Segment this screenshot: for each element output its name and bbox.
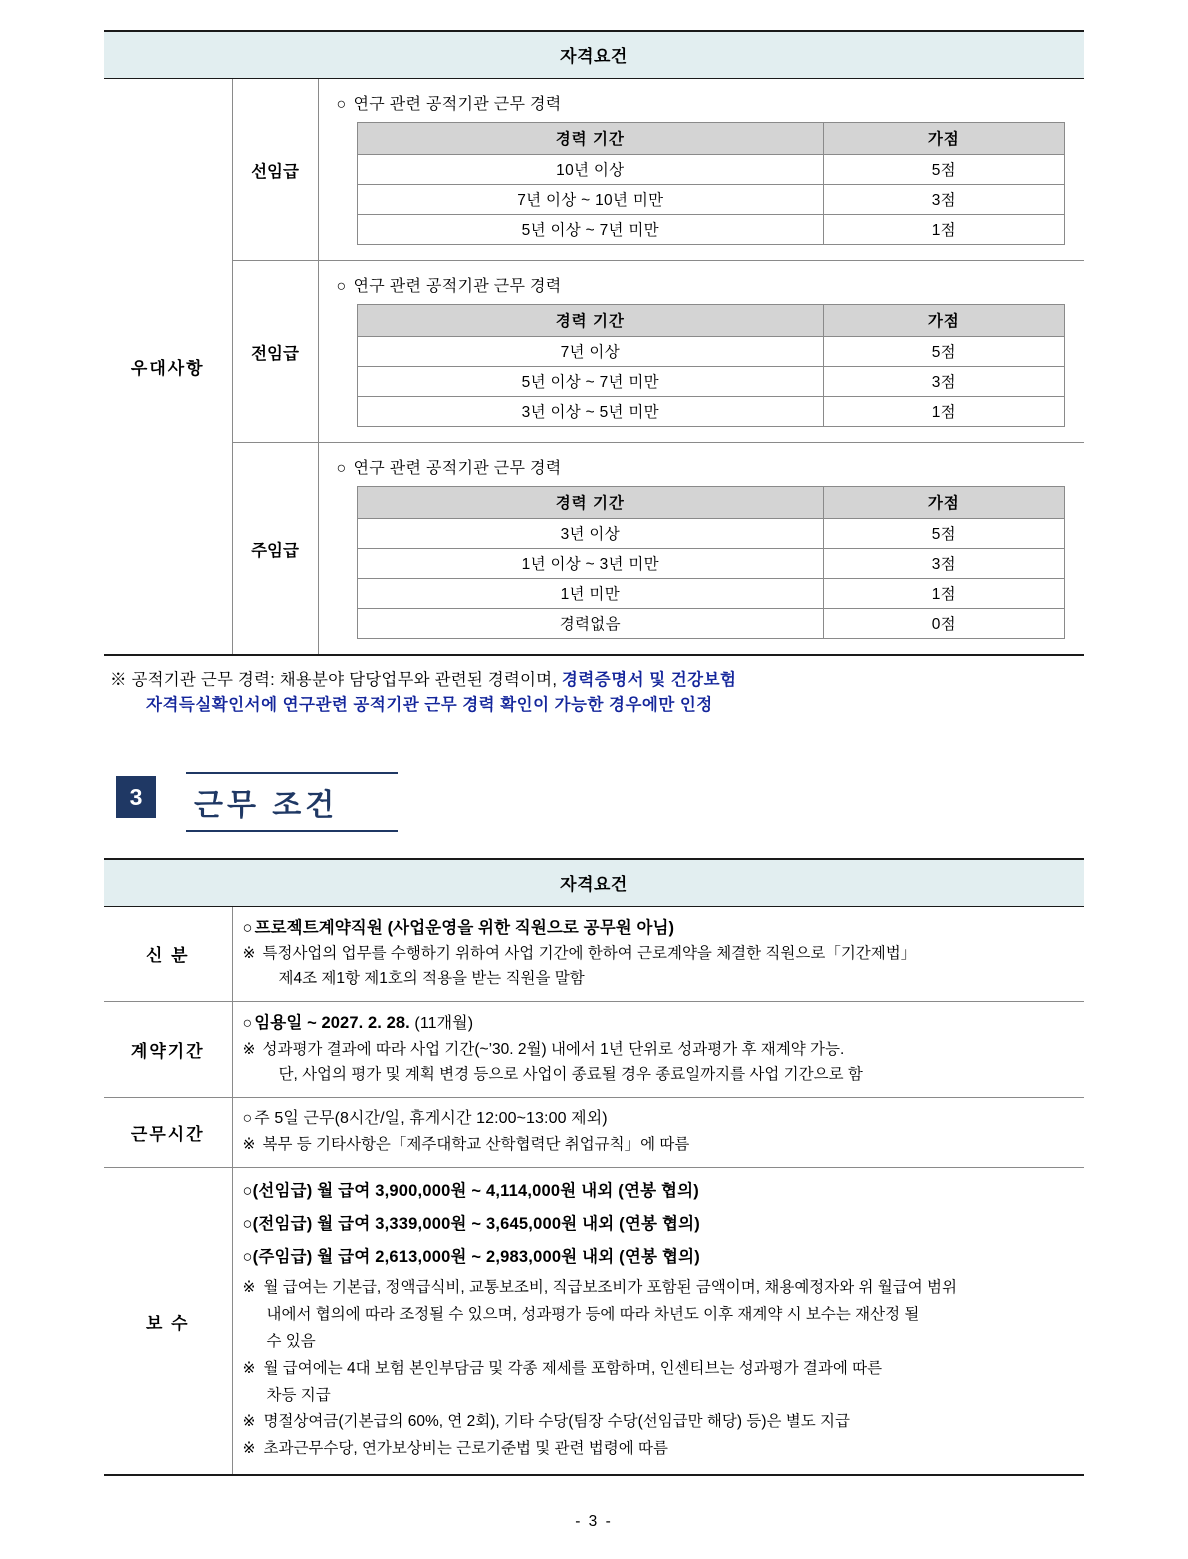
grade-cell-junior: 주임급 (232, 443, 318, 656)
conditions-table-header: 자격요건 (104, 859, 1084, 907)
col-header-points: 가점 (824, 487, 1064, 519)
category-cell: 우대사항 (104, 79, 232, 656)
section-number: 3 (116, 776, 156, 818)
note-mark-icon: ※ (242, 1041, 256, 1059)
note-mark-icon: ※ (242, 945, 256, 963)
circle-bullet-icon: ○ (336, 96, 347, 113)
pay-line-junior: ○(주임급) 월 급여 2,613,000원 ~ 2,983,000원 내외 (연봉 협의) (242, 1248, 700, 1267)
pay-line-full: ○(전임급) 월 급여 3,339,000원 ~ 3,645,000원 내외 (연봉 협의) (242, 1215, 700, 1234)
note-mark-icon: ※ (242, 1359, 256, 1377)
circle-bullet-icon: ○ (336, 278, 347, 295)
career-table-senior (357, 122, 1065, 245)
note-highlight-1: 경력증명서 및 건강보험 (561, 671, 737, 689)
pay-note-1-cont-2: 수 있음 (266, 1332, 316, 1350)
table-row (104, 443, 1084, 656)
cell-period: 7년 이상 ~ 10년 미만 (357, 185, 824, 215)
table-row-compensation (104, 1168, 1084, 1475)
note-mark-icon: ※ (242, 1136, 256, 1154)
circle-bullet-icon: ○ (242, 918, 253, 937)
circle-bullet-icon: ○ (242, 1215, 253, 1234)
pay-note-2-cont-1: 차등 지급 (266, 1386, 331, 1404)
pay-note-1: ※ 월 급여는 기본급, 정액급식비, 교통보조비, 직급보조비가 포함된 금액이며, 채용예정자와 위 월급여 범위 (242, 1279, 957, 1297)
pay-line-senior: ○(선임급) 월 급여 3,900,000원 ~ 4,114,000원 내외 (연봉 협의) (242, 1182, 700, 1201)
row-label-status: 신 분 (104, 906, 232, 1002)
row-body-contract-period (232, 1002, 1084, 1098)
col-header-period: 경력 기간 (357, 123, 824, 155)
status-note-2: 제4조 제1항 제1호의 적용을 받는 직원을 말함 (278, 970, 585, 988)
cell-points: 0점 (824, 609, 1064, 639)
row-label-compensation: 보 수 (104, 1168, 232, 1475)
table-row (357, 579, 1064, 609)
cell-points: 5점 (824, 155, 1064, 185)
grade-cell-senior: 선임급 (232, 79, 318, 261)
pay-note-3: ※ 명절상여금(기본급의 60%, 연 2회), 기타 수당(팀장 수당(선임급만 해당) 등)은 별도 지급 (242, 1413, 850, 1431)
table-row (104, 261, 1084, 443)
table-row-contract-period (104, 1002, 1084, 1098)
table-row (357, 609, 1064, 639)
bullet-text: ○ 연구 관련 공적기관 근무 경력 (336, 278, 562, 295)
section-heading (104, 770, 1084, 836)
cell-period: 3년 이상 (357, 519, 824, 549)
cell-period: 1년 미만 (357, 579, 824, 609)
table-row (357, 185, 1064, 215)
working-conditions-table (104, 858, 1084, 1476)
contract-note-1: ※ 성과평가 결과에 따라 사업 기간(~’30. 2월) 내에서 1년 단위로 성과평가 후 재계약 가능. (242, 1041, 845, 1059)
bullet-text: ○ 연구 관련 공적기관 근무 경력 (336, 96, 562, 113)
page-number: - 3 - (575, 1513, 613, 1530)
cell-points: 5점 (824, 337, 1064, 367)
note-mark-icon: ※ (242, 1279, 256, 1297)
circle-bullet-icon: ○ (242, 1110, 253, 1128)
circle-bullet-icon: ○ (242, 1248, 253, 1267)
row-body-work-hours (232, 1098, 1084, 1168)
cell-points: 3점 (824, 549, 1064, 579)
circle-bullet-icon: ○ (242, 1015, 253, 1033)
qualification-table-header: 자격요건 (104, 31, 1084, 79)
table-row (357, 155, 1064, 185)
cell-points: 5점 (824, 519, 1064, 549)
cell-points: 1점 (824, 397, 1064, 427)
row-body-compensation (232, 1168, 1084, 1475)
cell-points: 3점 (824, 367, 1064, 397)
cell-period: 경력없음 (357, 609, 824, 639)
group-content-senior (318, 79, 1084, 261)
work-hours-note-1: ※ 복무 등 기타사항은「제주대학교 산학협력단 취업규칙」에 따름 (242, 1136, 690, 1154)
col-header-period: 경력 기간 (357, 487, 824, 519)
qualification-note (110, 668, 1078, 718)
cell-period: 1년 이상 ~ 3년 미만 (357, 549, 824, 579)
row-label-work-hours: 근무시간 (104, 1098, 232, 1168)
grade-cell-full: 전임급 (232, 261, 318, 443)
note-mark-icon: ※ (242, 1440, 256, 1458)
career-table-junior (357, 486, 1065, 639)
table-row (357, 215, 1064, 245)
circle-bullet-icon: ○ (336, 460, 347, 477)
work-hours-main: ○ 주 5일 근무(8시간/일, 휴게시간 12:00~13:00 제외) (242, 1110, 608, 1128)
career-table-full (357, 304, 1065, 427)
table-row (357, 519, 1064, 549)
pay-note-1-cont-1: 내에서 협의에 따라 조정될 수 있으며, 성과평가 등에 따라 차년도 이후 재계약 시 보수는 재산정 될 (266, 1306, 920, 1324)
circle-bullet-icon: ○ (242, 1182, 253, 1201)
contract-main: ○ 임용일 ~ 2027. 2. 28. (11개월) (242, 1014, 474, 1033)
table-row (357, 367, 1064, 397)
table-row (357, 337, 1064, 367)
note-plain-text: 공적기관 근무 경력: 채용분야 담당업무와 관련된 경력이며, (131, 671, 558, 689)
cell-points: 1점 (824, 579, 1064, 609)
note-highlight-2: 자격득실확인서에 연구관련 공적기관 근무 경력 확인이 가능한 경우에만 인정 (146, 695, 713, 714)
col-header-points: 가점 (824, 305, 1064, 337)
group-content-junior (318, 443, 1084, 656)
status-main: ○ 프로젝트계약직원 (사업운영을 위한 직원으로 공무원 아님) (242, 918, 675, 937)
pay-note-4: ※ 초과근무수당, 연가보상비는 근로기준법 및 관련 법령에 따름 (242, 1440, 668, 1458)
note-mark-icon: ※ (110, 671, 127, 689)
cell-period: 5년 이상 ~ 7년 미만 (357, 367, 824, 397)
cell-points: 1점 (824, 215, 1064, 245)
cell-points: 3점 (824, 185, 1064, 215)
section-rule-bottom (186, 830, 398, 832)
table-row (357, 397, 1064, 427)
pay-note-2: ※ 월 급여에는 4대 보험 본인부담금 및 각종 제세를 포함하며, 인센티브는 성과평가 결과에 따른 (242, 1359, 883, 1377)
row-body-status (232, 906, 1084, 1002)
table-row (357, 549, 1064, 579)
qualification-table (104, 30, 1084, 656)
section-title-wrap (186, 770, 398, 832)
bullet-text: ○ 연구 관련 공적기관 근무 경력 (336, 460, 562, 477)
row-label-contract-period: 계약기간 (104, 1002, 232, 1098)
table-row-work-hours (104, 1098, 1084, 1168)
table-row-status (104, 906, 1084, 1002)
cell-period: 3년 이상 ~ 5년 미만 (357, 397, 824, 427)
page-title: 근무 조건 (194, 788, 339, 822)
cell-period: 5년 이상 ~ 7년 미만 (357, 215, 824, 245)
col-header-points: 가점 (824, 123, 1064, 155)
cell-period: 10년 이상 (357, 155, 824, 185)
contract-note-2: 단, 사업의 평가 및 계획 변경 등으로 사업이 종료될 경우 종료일까지를 사업 기간으로 함 (278, 1066, 863, 1084)
col-header-period: 경력 기간 (357, 305, 824, 337)
status-note-1: ※ 특정사업의 업무를 수행하기 위하여 사업 기간에 한하여 근로계약을 체결한 직원으로「기간제법」 (242, 945, 917, 963)
note-mark-icon: ※ (242, 1413, 256, 1431)
group-content-full (318, 261, 1084, 443)
cell-period: 7년 이상 (357, 337, 824, 367)
table-row (104, 79, 1084, 261)
